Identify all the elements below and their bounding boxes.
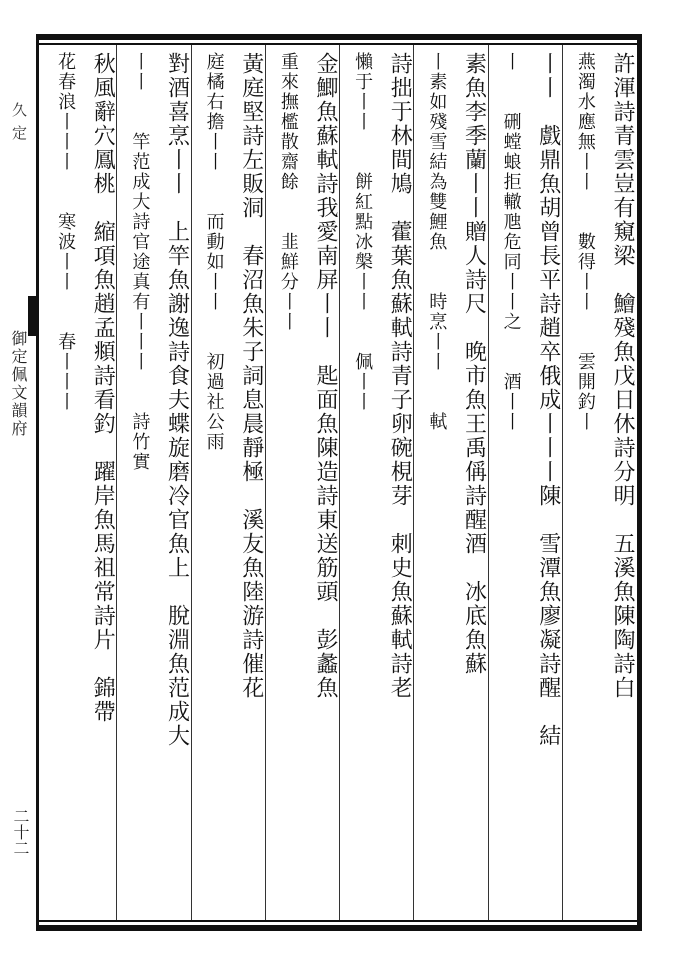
page-number: 二十二	[11, 808, 30, 856]
text-column-7: 詩拙于林間鳩 藿葉魚蘇軾詩青子卵碗梘芽 刺史魚蘇軾詩老	[387, 52, 413, 700]
text-column-14: 丨丨 竿范成大詩官途真有丨丨丨 詩竹實	[129, 52, 151, 472]
text-column-8: 懶于丨丨 餅紅點冰槃丨丨 佩丨丨	[352, 52, 374, 412]
text-column-4: 丨 硎螳蜋拒轍虺危同丨丨之 酒丨丨	[500, 52, 522, 432]
text-column-2: 燕濁水應無丨丨 數得丨丨 雲開釣丨	[574, 52, 596, 432]
frame-bottom-rule	[36, 925, 642, 931]
text-column-3: 丨丨 戲鼎魚胡曾長平詩趙卒俄成丨丨丨陳 雪潭魚廖凝詩醒 結	[535, 52, 561, 748]
text-column-15: 秋風辭穴鳳桃 縮項魚趙孟頫詩看釣 躍岸魚馬祖常詩片 錦帶	[90, 52, 116, 724]
margin-fishtail-mark	[28, 296, 38, 336]
text-column-1: 許渾詩青雲豈有窺梁 鱠殘魚戊日休詩分明 五溪魚陳陶詩白	[610, 52, 635, 700]
text-column-5: 素魚李季蘭丨丨贈人詩尺 晚市魚王禹偁詩醒酒 冰底魚蘇	[461, 52, 487, 676]
column-divider	[339, 45, 340, 920]
margin-book-title: 御定佩文韻府	[9, 330, 28, 438]
text-column-6: 丨素如殘雪結為雙鯉魚 時烹丨丨 軾	[426, 52, 448, 432]
page-margin	[0, 40, 36, 920]
text-column-11: 黃庭堅詩左販洞 春沼魚朱子詞息晨靜極 溪友魚陸游詩催花	[238, 52, 264, 700]
column-divider	[265, 45, 266, 920]
column-divider	[562, 45, 563, 920]
column-divider	[191, 45, 192, 920]
frame-bottom-inner-rule	[36, 920, 642, 922]
text-column-10: 重來撫檻散齋餘 韭鮮分丨丨	[277, 52, 299, 332]
frame-right-rule	[637, 34, 642, 931]
column-divider	[116, 45, 117, 920]
column-divider	[413, 45, 414, 920]
text-column-16: 花春浪丨丨丨 寒波丨丨 春丨丨丨	[55, 52, 77, 412]
frame-top-rule	[36, 34, 642, 40]
frame-left-rule	[36, 34, 39, 931]
text-column-13: 對酒喜烹丨丨 上竿魚謝逸詩食夫蝶旋磨冷官魚上 脫淵魚范成大	[164, 52, 190, 748]
text-column-9: 金鯽魚蘇軾詩我愛南屏丨丨 匙面魚陳造詩東送筋頭 彭蠡魚	[313, 52, 338, 700]
column-divider	[488, 45, 489, 920]
margin-top-label: 久定	[10, 102, 28, 148]
text-column-12: 庭橘右擔丨丨 而動如丨丨 初過社公雨	[203, 52, 225, 452]
